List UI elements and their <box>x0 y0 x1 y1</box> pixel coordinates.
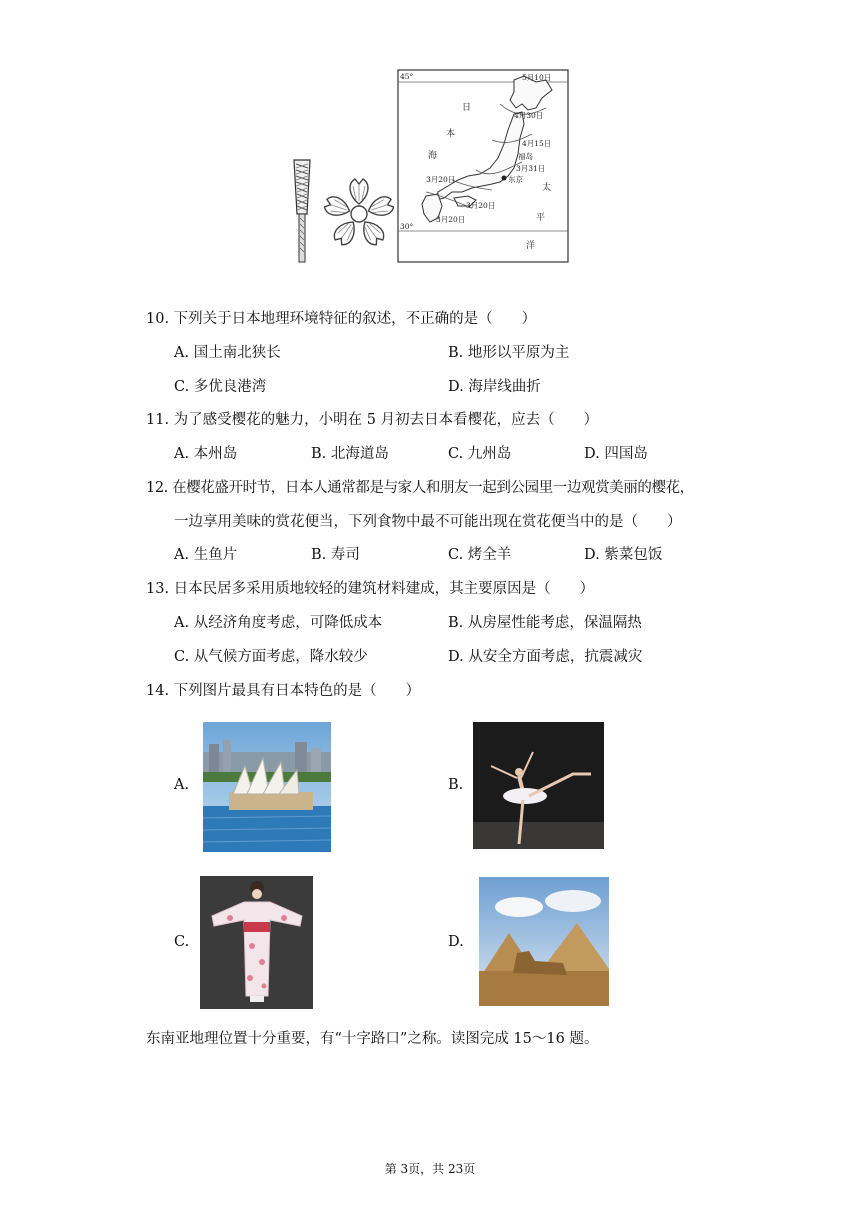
option-c[interactable]: C. 九州岛 <box>448 446 512 462</box>
sydney-opera-house-image[interactable] <box>203 722 331 852</box>
latitude-30-label: 30° <box>400 222 414 231</box>
option-b-label[interactable]: B. <box>448 777 464 793</box>
option-c[interactable]: C. 烤全羊 <box>448 547 512 563</box>
japan-sakura-map <box>396 68 572 266</box>
option-a[interactable]: A. 生鱼片 <box>174 547 238 563</box>
question-12: 12. 在樱花盛开时节，日本人通常都是与家人和朋友一起到公园里一边观赏美丽的樱花， <box>146 480 694 496</box>
question-11: 11. 为了感受樱花的魅力，小明在 5 月初去日本看樱花，应去（ ） <box>146 412 599 428</box>
ocean-label: 太 <box>542 183 552 193</box>
option-b[interactable]: B. 寿司 <box>311 547 360 563</box>
question-14: 14. 下列图片最具有日本特色的是（ ） <box>146 683 421 699</box>
option-c[interactable]: C. 从气候方面考虑，降水较少 <box>174 649 368 665</box>
option-d[interactable]: D. 四国岛 <box>584 446 648 462</box>
city-label: 东京 <box>508 175 523 184</box>
ocean-label: 洋 <box>526 241 536 251</box>
option-d[interactable]: D. 从安全方面考虑，抗震减灾 <box>448 649 643 665</box>
question-13: 13. 日本民居多采用质地较轻的建筑材料建成，其主要原因是（ ） <box>146 581 595 597</box>
section-intro: 东南亚地理位置十分重要，有“十字路口”之称。读图完成 15～16 题。 <box>146 1031 599 1047</box>
option-c-label[interactable]: C. <box>174 934 190 950</box>
date-label: 3月31日 <box>516 164 546 173</box>
option-b[interactable]: B. 北海道岛 <box>311 446 389 462</box>
ballet-dancer-image[interactable] <box>473 722 604 849</box>
option-c[interactable]: C. 多优良港湾 <box>174 379 267 395</box>
city-label: 福岛 <box>518 152 533 161</box>
date-label: 4月30日 <box>514 111 544 120</box>
date-label: 3月20日 <box>436 215 466 224</box>
option-b[interactable]: B. 从房屋性能考虑，保温隔热 <box>448 615 642 631</box>
option-a-label[interactable]: A. <box>174 777 190 793</box>
sea-label: 本 <box>446 129 456 139</box>
torch-figure <box>290 158 314 264</box>
date-label: 3月20日 <box>426 175 456 184</box>
page-footer: 第 3页，共 23页 <box>384 1162 476 1176</box>
option-d-label[interactable]: D. <box>448 934 464 950</box>
question-12-line2: 一边享用美味的赏花便当，下列食物中最不可能出现在赏花便当中的是（ ） <box>174 514 682 530</box>
option-d[interactable]: D. 海岸线曲折 <box>448 379 541 395</box>
option-b[interactable]: B. 地形以平原为主 <box>448 345 570 361</box>
date-label: 5月10日 <box>522 73 552 82</box>
option-d[interactable]: D. 紫菜包饭 <box>584 547 663 563</box>
sea-label: 海 <box>428 151 438 161</box>
latitude-45-label: 45° <box>400 72 414 81</box>
sea-label: 日 <box>462 103 472 113</box>
question-10: 10. 下列关于日本地理环境特征的叙述，不正确的是（ ） <box>146 311 537 327</box>
date-label: 3月20日 <box>466 201 496 210</box>
option-a[interactable]: A. 国土南北狭长 <box>174 345 281 361</box>
kimono-woman-image[interactable] <box>200 876 313 1009</box>
sakura-emblem <box>322 176 396 250</box>
option-a[interactable]: A. 从经济角度考虑，可降低成本 <box>174 615 383 631</box>
option-a[interactable]: A. 本州岛 <box>174 446 238 462</box>
ocean-label: 平 <box>536 213 546 223</box>
pyramids-sphinx-image[interactable] <box>479 877 609 1006</box>
date-label: 4月15日 <box>522 139 552 148</box>
